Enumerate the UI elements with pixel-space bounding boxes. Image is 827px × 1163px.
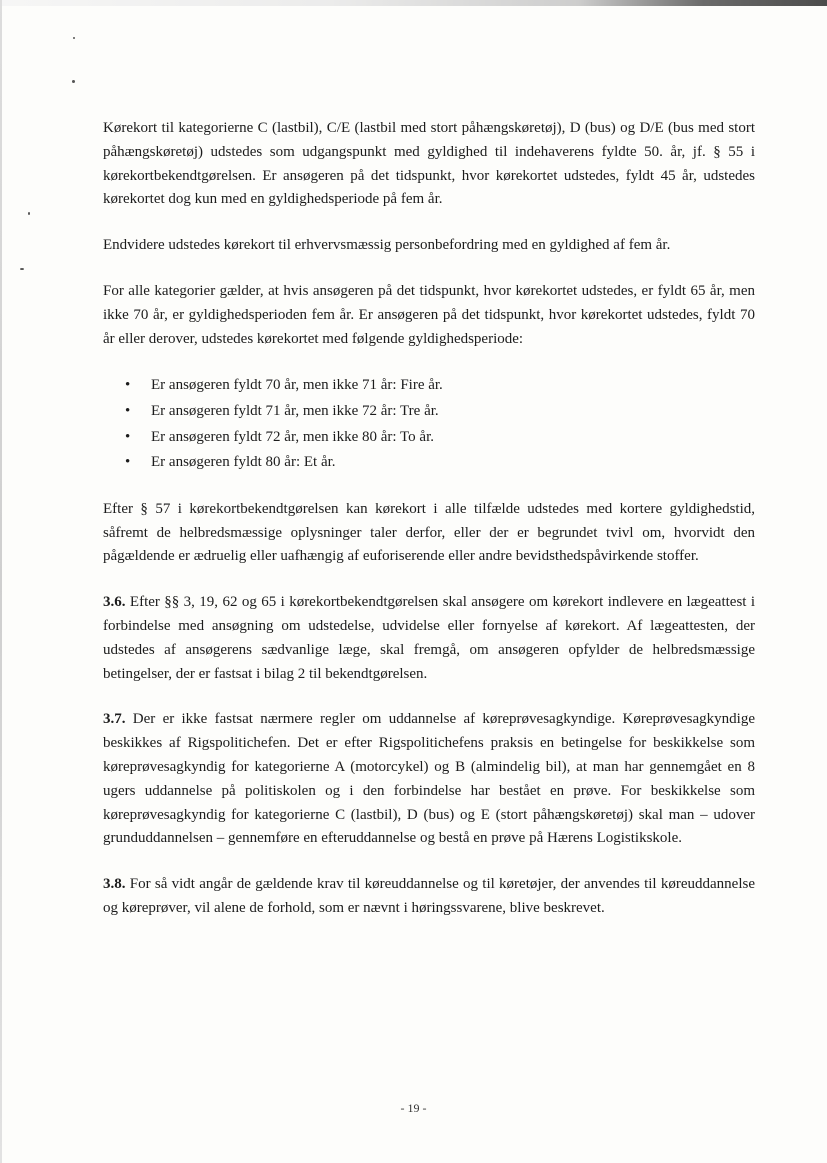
section-3-8 xyxy=(103,873,755,921)
section-text: Efter §§ 3, 19, 62 og 65 i kørekortbekendtgørelsen skal ansøgere om kørekort indlevere en lægeattest i forbindelse med ansøgning om udstedelse, udvidelse eller fornyelse af kørekort. Af lægeattesten, der udstedes af ansøgerens sædvanlige læge, skal fremgå, om ansøgeren opfylder de helbredsmæssige betingelser, der er fastsat i bilag 2 til bekendtgørelsen. xyxy=(103,594,756,682)
paragraph-section-57: Efter § 57 i kørekortbekendtgørelsen kan kørekort i alle tilfælde udstedes med kortere gyldighedstid, såfremt de helbredsmæssige oplysninger taler derfor, eller der er begrundet tvivl om, hvorvidt den pågældende er ædruelig eller uafhængig af euforiserende eller andre bevidsthedspåvirkende stoffer. xyxy=(103,500,755,565)
paragraph-validity-heavy-categories: Kørekort til kategorierne C (lastbil), C/E (lastbil med stort påhængskøretøj), D (bus) og D/E (bus med stort påhængskøretøj) udstedes som udgangspunkt med gyldighed til indehaverens fyldte 50. år, jf. § 55 i kørekortbekendtgørelsen. Er ansøgeren på det tidspunkt, hvor kørekortet udstedes, fyldt 45 år, udstedes kørekortet dog kun med en gyldighedsperiode på fem år. xyxy=(103,120,755,208)
scan-top-edge xyxy=(0,0,827,6)
section-number: 3.8. xyxy=(103,876,126,893)
list-item: • Er ansøgeren fyldt 80 år: Et år. xyxy=(103,450,755,476)
scan-speck xyxy=(28,212,30,215)
scan-left-edge xyxy=(0,0,2,1163)
page-number: - 19 - xyxy=(400,1101,427,1115)
section-text: For så vidt angår de gældende krav til køreuddannelse og til køretøjer, der anvendes til køreuddannelse og køreprøver, vil alene de forhold, som er nævnt i høringssvarene, blive beskrevet. xyxy=(103,876,755,916)
document-page xyxy=(103,117,755,943)
scan-speck xyxy=(72,80,75,83)
paragraph-age-validity: For alle kategorier gælder, at hvis ansøgeren på det tidspunkt, hvor kørekortet udstedes, er fyldt 65 år, men ikke 70 år, er gyldighedsperioden fem år. Er ansøgeren på det tidspunkt, hvor kørekortet udstedes, fyldt 70 år eller derover, udstedes kørekortet med følgende gyldighedsperiode: xyxy=(103,282,755,347)
list-item: • Er ansøgeren fyldt 71 år, men ikke 72 år: Tre år. xyxy=(103,399,755,425)
section-3-6 xyxy=(103,591,755,686)
validity-bullet-list xyxy=(103,373,755,475)
list-item: • Er ansøgeren fyldt 70 år, men ikke 71 år: Fire år. xyxy=(103,373,755,399)
section-number: 3.7. xyxy=(103,711,126,728)
section-text: Der er ikke fastsat nærmere regler om uddannelse af køreprøvesagkyndige. Køreprøvesagkyndige beskikkes af Rigspolitichefen. Det er efter Rigspolitichefens praksis en betingelse for beskikkelse som køreprøvesagkyndig for kategorierne A (motorcykel) og B (almindelig bil), at man har gennemgået en 8 ugers uddannelse på politiskolen og i den forbindelse har bestået en prøve. For beskikkelse som køreprøvesagkyndig for kategorierne C (lastbil), D (bus) og E (stort påhængskøretøj) skal man – udover grunduddannelsen – gennemføre en efteruddannelse og bestå en prøve på Hærens Logistikskole. xyxy=(103,711,756,847)
scan-speck xyxy=(73,37,75,39)
list-item: • Er ansøgeren fyldt 72 år, men ikke 80 år: To år. xyxy=(103,425,755,451)
paragraph-passenger-transport: Endvidere udstedes kørekort til erhvervsmæssig personbefordring med en gyldighed af fem år. xyxy=(103,237,671,254)
section-3-7 xyxy=(103,708,755,851)
section-number: 3.6. xyxy=(103,594,126,611)
scan-speck xyxy=(20,268,24,270)
